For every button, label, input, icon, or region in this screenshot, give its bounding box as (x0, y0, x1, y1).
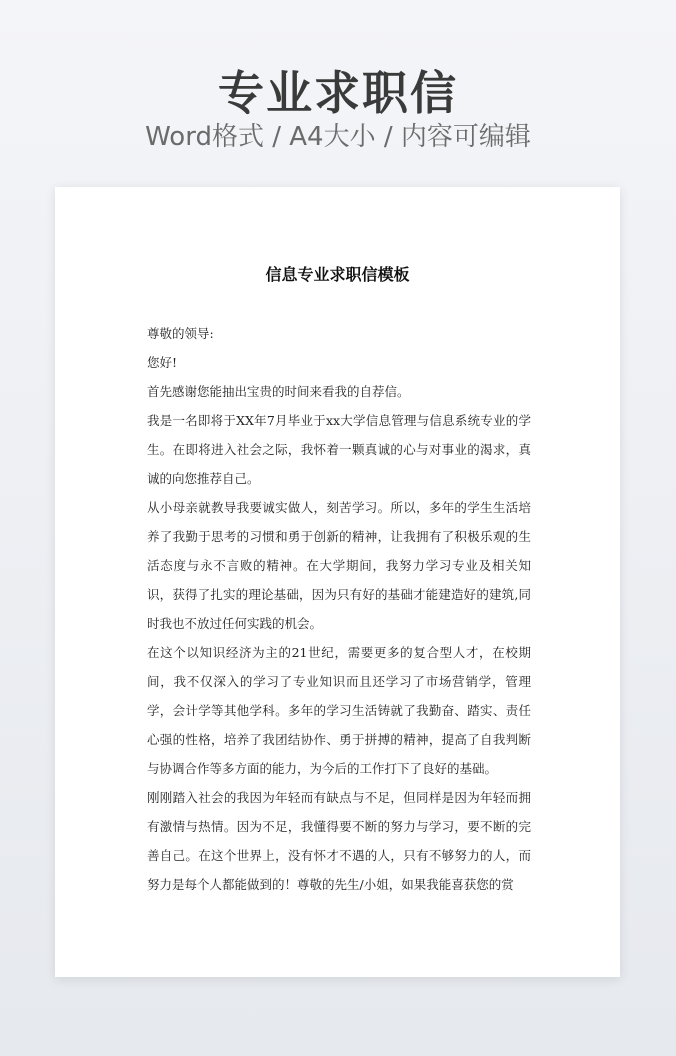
salutation: 尊敬的领导: (147, 326, 214, 341)
banner-subtitle: Word格式 / A4大小 / 内容可编辑 (145, 122, 531, 152)
paragraph-4: 在这个以知识经济为主的21世纪，需要更多的复合型人才，在校期间，我不仅深入的学习了专业知识而且还学习了市场营销学，管理学，会计学等其他学科。多年的学习生活铸就了我勤奋、踏实、责任心强的性格，培养了我团结协作、勇于拼搏的精神，提高了自我判断与协调合作等多方面的能力，为今后的工作打下了良好的基础。 (147, 645, 531, 776)
paragraph-2: 我是一名即将于XX年7月毕业于xx大学信息管理与信息系统专业的学生。在即将进入社会之际，我怀着一颗真诚的心与对事业的渴求，真诚的向您推荐自己。 (147, 413, 531, 486)
paragraph-5: 刚刚踏入社会的我因为年轻而有缺点与不足，但同样是因为年轻而拥有激情与热情。因为不足，我懂得要不断的努力与学习，要不断的完善自己。在这个世界上，没有怀才不遇的人，只有不够努力的人，而努力是每个人都能做到的！尊敬的先生/小姐，如果我能喜获您的赏 (147, 790, 531, 892)
document-body (147, 319, 531, 899)
document-page (55, 187, 620, 977)
paragraph-3: 从小母亲就教导我要诚实做人，刻苦学习。所以，多年的学生生活培养了我勤于思考的习惯和勇于创新的精神，让我拥有了积极乐观的生活态度与永不言败的精神。在大学期间，我努力学习专业及相关知识，获得了扎实的理论基础，因为只有好的基础才能建造好的建筑,同时我也不放过任何实践的机会。 (147, 500, 531, 631)
document-title: 信息专业求职信模板 (265, 265, 410, 284)
header-banner (0, 0, 676, 186)
greeting: 您好! (147, 355, 178, 370)
banner-title: 专业求职信 (218, 66, 458, 120)
paragraph-1: 首先感谢您能抽出宝贵的时间来看我的自荐信。 (147, 384, 410, 399)
